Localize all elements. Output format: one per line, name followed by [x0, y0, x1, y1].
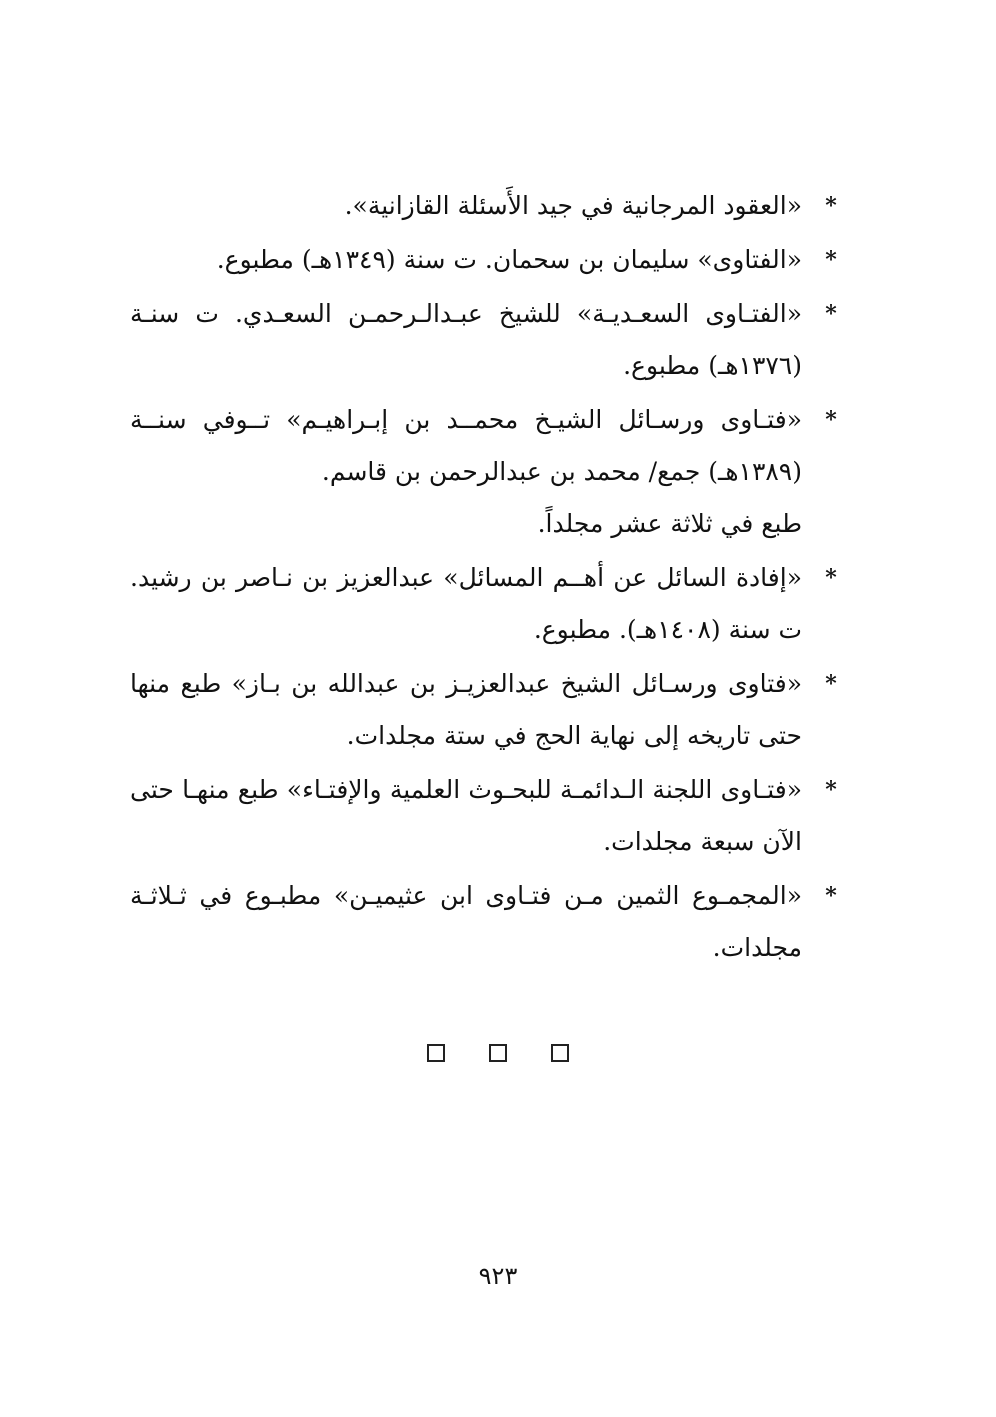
bibliography-list [130, 180, 860, 976]
list-item [130, 658, 860, 762]
list-item-text: «المجمـوع الثمين مـن فتـاوى ابن عثيميـن» مطبـوع في ثـلاثـة مجلدات. [130, 881, 802, 962]
list-item [130, 180, 860, 232]
list-item-text: «فتاوى ورسـائل الشيخ عبدالعزيـز بن عبدالله بن بـاز» طبع منها حتى تاريخه إلى نهاية الحج في ستة مجلدات. [130, 669, 802, 750]
square-ornament-icon [551, 1044, 569, 1062]
square-ornament-icon [427, 1044, 445, 1062]
list-item [130, 870, 860, 974]
list-item-text: «الفتـاوى السعـديـة» للشيخ عبـدالـرحمـن السعـدي. ت سنـة (١٣٧٦هـ) مطبوع. [130, 299, 802, 380]
square-ornament-icon [489, 1044, 507, 1062]
asterisk-bullet-icon: * [825, 777, 837, 803]
list-item-text: «الفتاوى» سليمان بن سحمان. ت سنة (١٣٤٩هـ) مطبوع. [216, 245, 802, 274]
asterisk-bullet-icon: * [825, 671, 837, 697]
asterisk-bullet-icon: * [825, 247, 837, 273]
asterisk-bullet-icon: * [825, 565, 837, 591]
list-item-text: «إفادة السائل عن أهــم المسائل» عبدالعزيز بن نـاصر بن رشيد. ت سنة (١٤٠٨هـ). مطبوع. [130, 563, 802, 644]
list-item [130, 234, 860, 286]
asterisk-bullet-icon: * [825, 301, 837, 327]
asterisk-bullet-icon: * [825, 407, 837, 433]
list-item [130, 552, 860, 656]
section-separator [0, 1044, 996, 1062]
list-item-body [130, 394, 802, 550]
list-item [130, 288, 860, 392]
list-item-text: «فتـاوى اللجنة الـدائمـة للبحـوث العلمية والإفتـاء» طبع منهـا حتى الآن سبعة مجلدات. [130, 775, 802, 856]
list-item [130, 394, 860, 550]
list-item [130, 764, 860, 868]
list-item-text: «فتـاوى ورسـائل الشيـخ محمــد بن إبـراهيـم» تــوفي سنــة (١٣٨٩هـ) جمع/ محمد بن عبدالرحمن بن قاسم. [130, 405, 802, 486]
asterisk-bullet-icon: * [825, 193, 837, 219]
list-item-note: طبع في ثلاثة عشر مجلداً. [537, 509, 802, 538]
page-number: ٩٢٣ [478, 1262, 518, 1290]
list-item-text: «العقود المرجانية في جيد الأَسئلة القازانية». [344, 191, 802, 220]
asterisk-bullet-icon: * [825, 883, 837, 909]
